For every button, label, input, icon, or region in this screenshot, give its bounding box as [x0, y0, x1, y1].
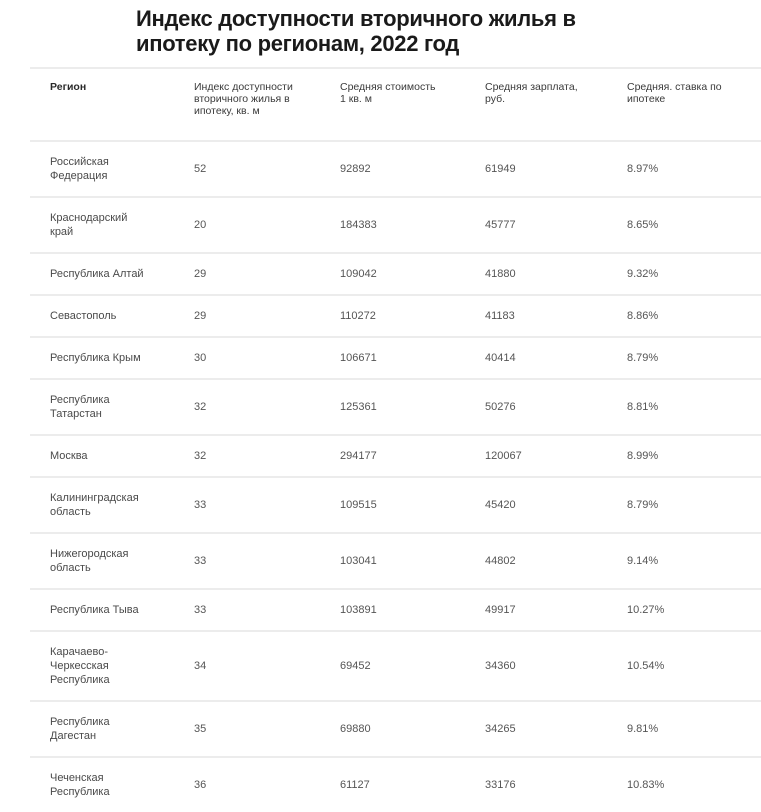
price-cell: 69880	[340, 723, 371, 735]
region-cell: Севастополь	[50, 310, 117, 322]
index-cell: 33	[194, 499, 207, 511]
index-cell: 30	[194, 352, 207, 364]
rate-cell: 8.79%	[627, 499, 659, 511]
region-cell: Чеченская Республика	[50, 772, 110, 798]
region-cell: Краснодарский край	[50, 212, 128, 238]
salary-cell: 45777	[485, 219, 516, 231]
index-cell: 36	[194, 779, 207, 791]
index-cell: 33	[194, 555, 207, 567]
salary-cell: 34360	[485, 660, 516, 672]
table-row	[30, 478, 761, 534]
region-cell: Республика Татарстан	[50, 394, 110, 420]
salary-cell: 50276	[485, 401, 516, 413]
column-header-salary: Средняя зарплата, руб.	[485, 81, 578, 105]
salary-cell: 40414	[485, 352, 516, 364]
price-cell: 69452	[340, 660, 371, 672]
price-cell: 125361	[340, 401, 377, 413]
regions-table	[30, 67, 761, 812]
region-cell: Москва	[50, 450, 88, 462]
rate-cell: 10.54%	[627, 660, 665, 672]
rate-cell: 8.79%	[627, 352, 659, 364]
table-row	[30, 702, 761, 758]
rate-cell: 8.99%	[627, 450, 659, 462]
index-cell: 32	[194, 450, 207, 462]
table-row	[30, 534, 761, 590]
salary-cell: 61949	[485, 163, 516, 175]
table-row	[30, 632, 761, 702]
price-cell: 106671	[340, 352, 377, 364]
rate-cell: 8.81%	[627, 401, 659, 413]
rate-cell: 10.83%	[627, 779, 665, 791]
table-header	[30, 69, 761, 142]
index-cell: 34	[194, 660, 207, 672]
salary-cell: 44802	[485, 555, 516, 567]
table-row	[30, 380, 761, 436]
index-cell: 29	[194, 310, 207, 322]
salary-cell: 49917	[485, 604, 516, 616]
salary-cell: 41183	[485, 310, 515, 322]
column-header-rate: Средняя. ставка по ипотеке	[627, 81, 722, 105]
rate-cell: 9.81%	[627, 723, 659, 735]
table-row	[30, 758, 761, 812]
salary-cell: 41880	[485, 268, 516, 280]
salary-cell: 45420	[485, 499, 516, 511]
rate-cell: 8.65%	[627, 219, 659, 231]
rate-cell: 8.86%	[627, 310, 659, 322]
table-row	[30, 142, 761, 198]
price-cell: 92892	[340, 163, 371, 175]
region-cell: Карачаево-Черкесская Республика	[50, 646, 110, 686]
rate-cell: 9.14%	[627, 555, 659, 567]
region-cell: Республика Алтай	[50, 268, 144, 280]
region-cell: Республика Крым	[50, 352, 141, 364]
region-cell: Республика Тыва	[50, 604, 139, 616]
price-cell: 109042	[340, 268, 377, 280]
index-cell: 32	[194, 401, 207, 413]
table-row	[30, 436, 761, 478]
price-cell: 294177	[340, 450, 377, 462]
region-cell: Нижегородская область	[50, 548, 129, 574]
rate-cell: 10.27%	[627, 604, 665, 616]
price-cell: 110272	[340, 310, 376, 322]
index-cell: 52	[194, 163, 207, 175]
region-cell: Республика Дагестан	[50, 716, 110, 742]
salary-cell: 120067	[485, 450, 522, 462]
index-cell: 33	[194, 604, 207, 616]
rate-cell: 9.32%	[627, 268, 659, 280]
table-row	[30, 296, 761, 338]
price-cell: 103041	[340, 555, 377, 567]
table-row	[30, 338, 761, 380]
price-cell: 109515	[340, 499, 377, 511]
index-cell: 29	[194, 268, 207, 280]
price-cell: 103891	[340, 604, 377, 616]
salary-cell: 33176	[485, 779, 516, 791]
page-title: Индекс доступности вторичного жилья в ипотеку по регионам, 2022 год	[136, 6, 576, 56]
salary-cell: 34265	[485, 723, 516, 735]
column-header-index: Индекс доступности вторичного жилья в ипотеку, кв. м	[194, 81, 293, 117]
index-cell: 20	[194, 219, 207, 231]
column-header-price: Средняя стоимость 1 кв. м	[340, 81, 436, 105]
price-cell: 61127	[340, 779, 370, 791]
region-cell: Калининградская область	[50, 492, 139, 518]
index-cell: 35	[194, 723, 207, 735]
table-row	[30, 590, 761, 632]
table-row	[30, 254, 761, 296]
price-cell: 184383	[340, 219, 377, 231]
column-header-region: Регион	[50, 81, 87, 93]
rate-cell: 8.97%	[627, 163, 659, 175]
table-row	[30, 198, 761, 254]
region-cell: Российская Федерация	[50, 156, 109, 182]
